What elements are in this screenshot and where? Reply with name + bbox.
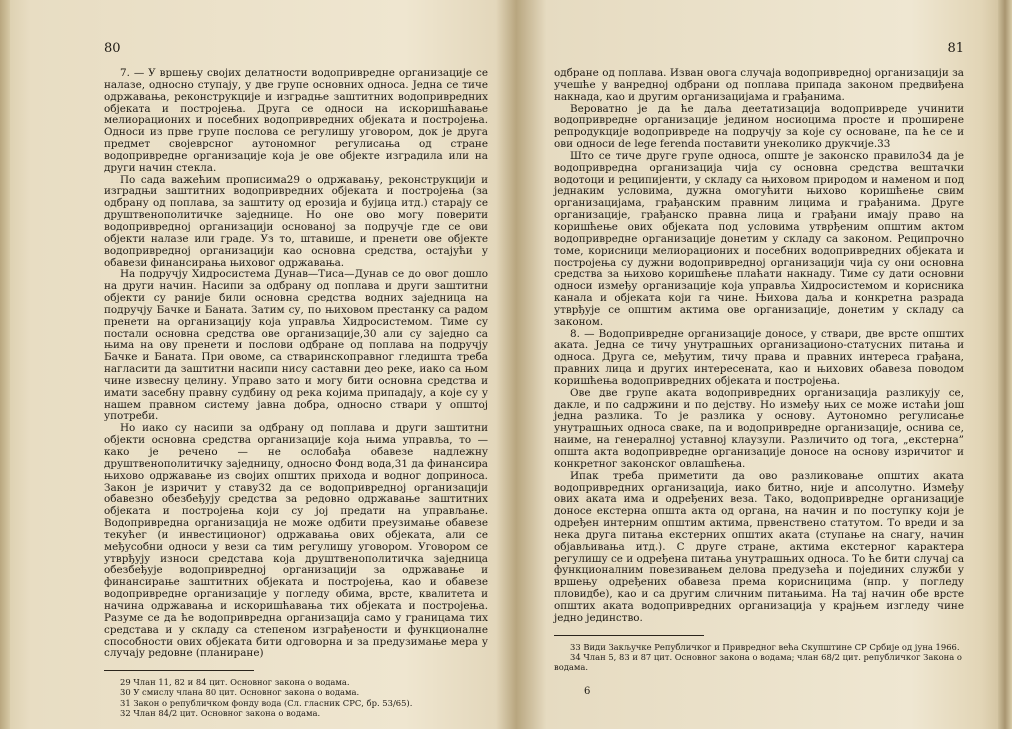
left-body	[104, 68, 488, 660]
footnote: 31 Закон о републичком фонду вода (Сл. гласник СРС, бр. 53/65).	[120, 697, 413, 708]
footnotes-right	[554, 642, 964, 673]
page-number-left: 80	[104, 41, 121, 56]
paragraph: По сада важећим прописима29 о одржавању, реконструкцији и изградњи заштитних водопривредних објеката и постројења (за одбрану од поплава, за заштиту од ерозија и бујица итд.) старају се друштвенополитичке заједнице. Но оне ово могу поверити водопривредној организацији основаној за подручје где се ови објекти налазе или граде. Уз то, штавише, и пренети ове објекте водопривредној организацији као основна средства, остајући у обавези финансирања њиховог одржавања.	[104, 173, 488, 269]
right-body	[554, 68, 964, 625]
paragraph: 7. — У вршењу својих делатности водопривредне организације се налазе, односно ступају, у две групе основних односа. Једна се тиче одржавања, реконструкције и изградње заштитних водопривредних објеката и постројења. Друга се односи на искоришћавање мелиорационих и посебних водопривредних објеката и постројења. Односи из прве групе послова се регулишу уговором, док је друга предмет својеврсног аутономног регулисања од стране водопривредне организације која је ове објекте изградила или на други начин стекла.	[104, 67, 488, 174]
footnotes-left	[104, 677, 488, 718]
right-page	[520, 0, 1012, 729]
right-page-edge	[998, 0, 1012, 729]
paragraph: На подручју Хидросистема Дунав—Тиса—Дунав се до овог дошло на други начин. Насипи за одбрану од поплава и други заштитни објекти су раније били основна средства водних заједница на подручју Бачке и Баната. Затим су, по њиховом престанку са радом пренети на организацију која управља Хидросистемом. Тиме су постали основна средства ове организације,30 али су заједно са њима на ову пренети и послови одбране од поплава на подручју Бачке и Баната. При овоме, са стваринскоправног гледишта треба нагласити да заштитни насипи нису саставни део реке, иако са њом чине извесну целину. Управо зато и могу бити основна средства и имати засебну правну судбину од река којима припадају, а које су у нашем правном систему јавна добра, односно ствари у општој употреби.	[104, 268, 488, 423]
page-number-right: 81	[947, 41, 964, 56]
paragraph: Што се тиче друге групе односа, опште је законско правило34 да је водопривредна организација чија су основна средства вештачки водотоци и реципијенти, у складу са њиховом природом и наменом и под једнаким условима, дужна омогућити њихово коришћење свим организацијама, грађанским правним лицима и грађанима. Друге организације, грађанско правна лица и грађани имају право на коришћење ових објеката под условима утврђеним општим актом водопривредне организације донетим у складу са законом. Реципрочно томе, корисници мелиорационих и посебних водопривредних објеката и постројења су дужни водопривредној организацији чија су они основна средства за њихово коришћење плаћати накнаду. Тиме су дати основни односи између организације која управља Хидросистемом и корисника канала и објеката који га чине. Њихова даља и конкретна разрада утврђује се општим актима ове организације, донетим у складу са законом.	[554, 149, 964, 328]
paragraph: одбране од поплава. Изван овога случаја водопривредној организацији за учешће у ванредној одбрани од поплава припада законом предвиђена накнада, као и другим организацијама и грађанима.	[554, 67, 964, 103]
paragraph: 8. — Водопривредне организације доносе, у ствари, две врсте општих аката. Једна се тичу унутрашњих организационо-статусних питања и односа. Друга се, међутим, тичу права и правних интереса грађана, правних лица и других интересената, као и њихових обавеза поводом коришћења водопривредних објеката и постројења.	[554, 327, 964, 387]
footnote-rule	[554, 635, 704, 636]
paragraph: Ипак треба приметити да ово разликовање општих аката водопривредних организација, иако битно, није и апсолутно. Између ових аката има и одређених веза. Тако, водопривредне организације доносе екстерна општа акта од органа, на начин и по поступку који је одређен интерним општим актима, првенствено статутом. То вреди и за нека друга питања екстерних општих аката (ступање на снагу, начин објављивања итд.). С друге стране, актима екстерног карактера регулишу се и одређена питања унутрашњих односа. То ће бити случај са функционалним повезивањем делова предузећа и појединих служби у вршењу одређених обавеза према корисницима (нпр. у погледу пловидбе), као и са другим сличним питањима. На тај начин обе врсте општих аката водопривредних организација у крајњем изгледу чине једно јединство.	[554, 469, 965, 624]
footnote: 33 Види Закључке Републичког и Привредног већа Скупштине СР Србије од јуна 1966.	[570, 641, 960, 652]
paragraph: Но иако су насипи за одбрану од поплава и други заштитни објекти основна средства организације која њима управља, то — како је речено — не ослобађа обавезе надлежну друштвенополитичку заједницу, односно Фонд вода,31 да финансира њихово одржавање из својих општих прихода и водног доприноса. Закон је изричит у ставу32 да се водопривредној организацији обавезно обезбеђују средства за редовно одржавање заштитних објеката и постројења који су јој предати на управљање. Водопривредна организација не може одбити преузимање обавезе текућег (и инвестиционог) одржавања ових објеката, али се међусобни односи у вези са тим регулишу уговором. Уговором се утврђују износи средстава која друштвенополитичка заједница обезбеђује водопривредној организацији за одржавање и финансирање заштитних објеката и постројења, као и обавезе водопривредне организације у погледу обима, врсте, квалитета и начина одржавања и искоришћавања тих објеката и постројења. Разуме се да ће водопривредна организација само у границама тих средстава и у складу са степеном изграђености и функционалне способности ових објеката бити одговорна и за предузимање мера у случају редовне (планиране)	[104, 422, 488, 660]
paragraph: Вероватно је да ће даља деетатизација водопривреде учинити водопривредне организације једином носиоцима просте и проширене репродукције водопривреде на подручју за које су основане, па ће се и ови односи de lege ferenda поставити унеколико друкчије.33	[554, 102, 964, 151]
footnote-rule	[104, 670, 254, 671]
paragraph: Ове две групе аката водопривредних организација разликују се, дакле, и по садржини и по дејству. Но између њих се може истаћи још једна разлика. То је разлика у основу. Аутономно регулисање унутрашњих односа сваке, па и водопривредне организације, оснива се, наиме, на генералној уставној клаузули. Различито од тога, „екстерна” општа акта водопривредне организације доносе на основу изричитог и конкретног законског овлашћења.	[554, 386, 964, 470]
footnote: 29 Члан 11, 82 и 84 цит. Основног закона о водама.	[120, 677, 350, 688]
footnote: 30 У смислу члана 80 цит. Основног закона о водама.	[120, 687, 360, 698]
signature-mark: 6	[584, 686, 591, 698]
footnote: 32 Члан 84/2 цит. Основног закона о водама.	[120, 707, 321, 718]
footnote: 34 Члан 5, 83 и 87 цит. Основног закона о водама; члан 68/2 цит. републичког Закона о водама.	[554, 651, 962, 673]
